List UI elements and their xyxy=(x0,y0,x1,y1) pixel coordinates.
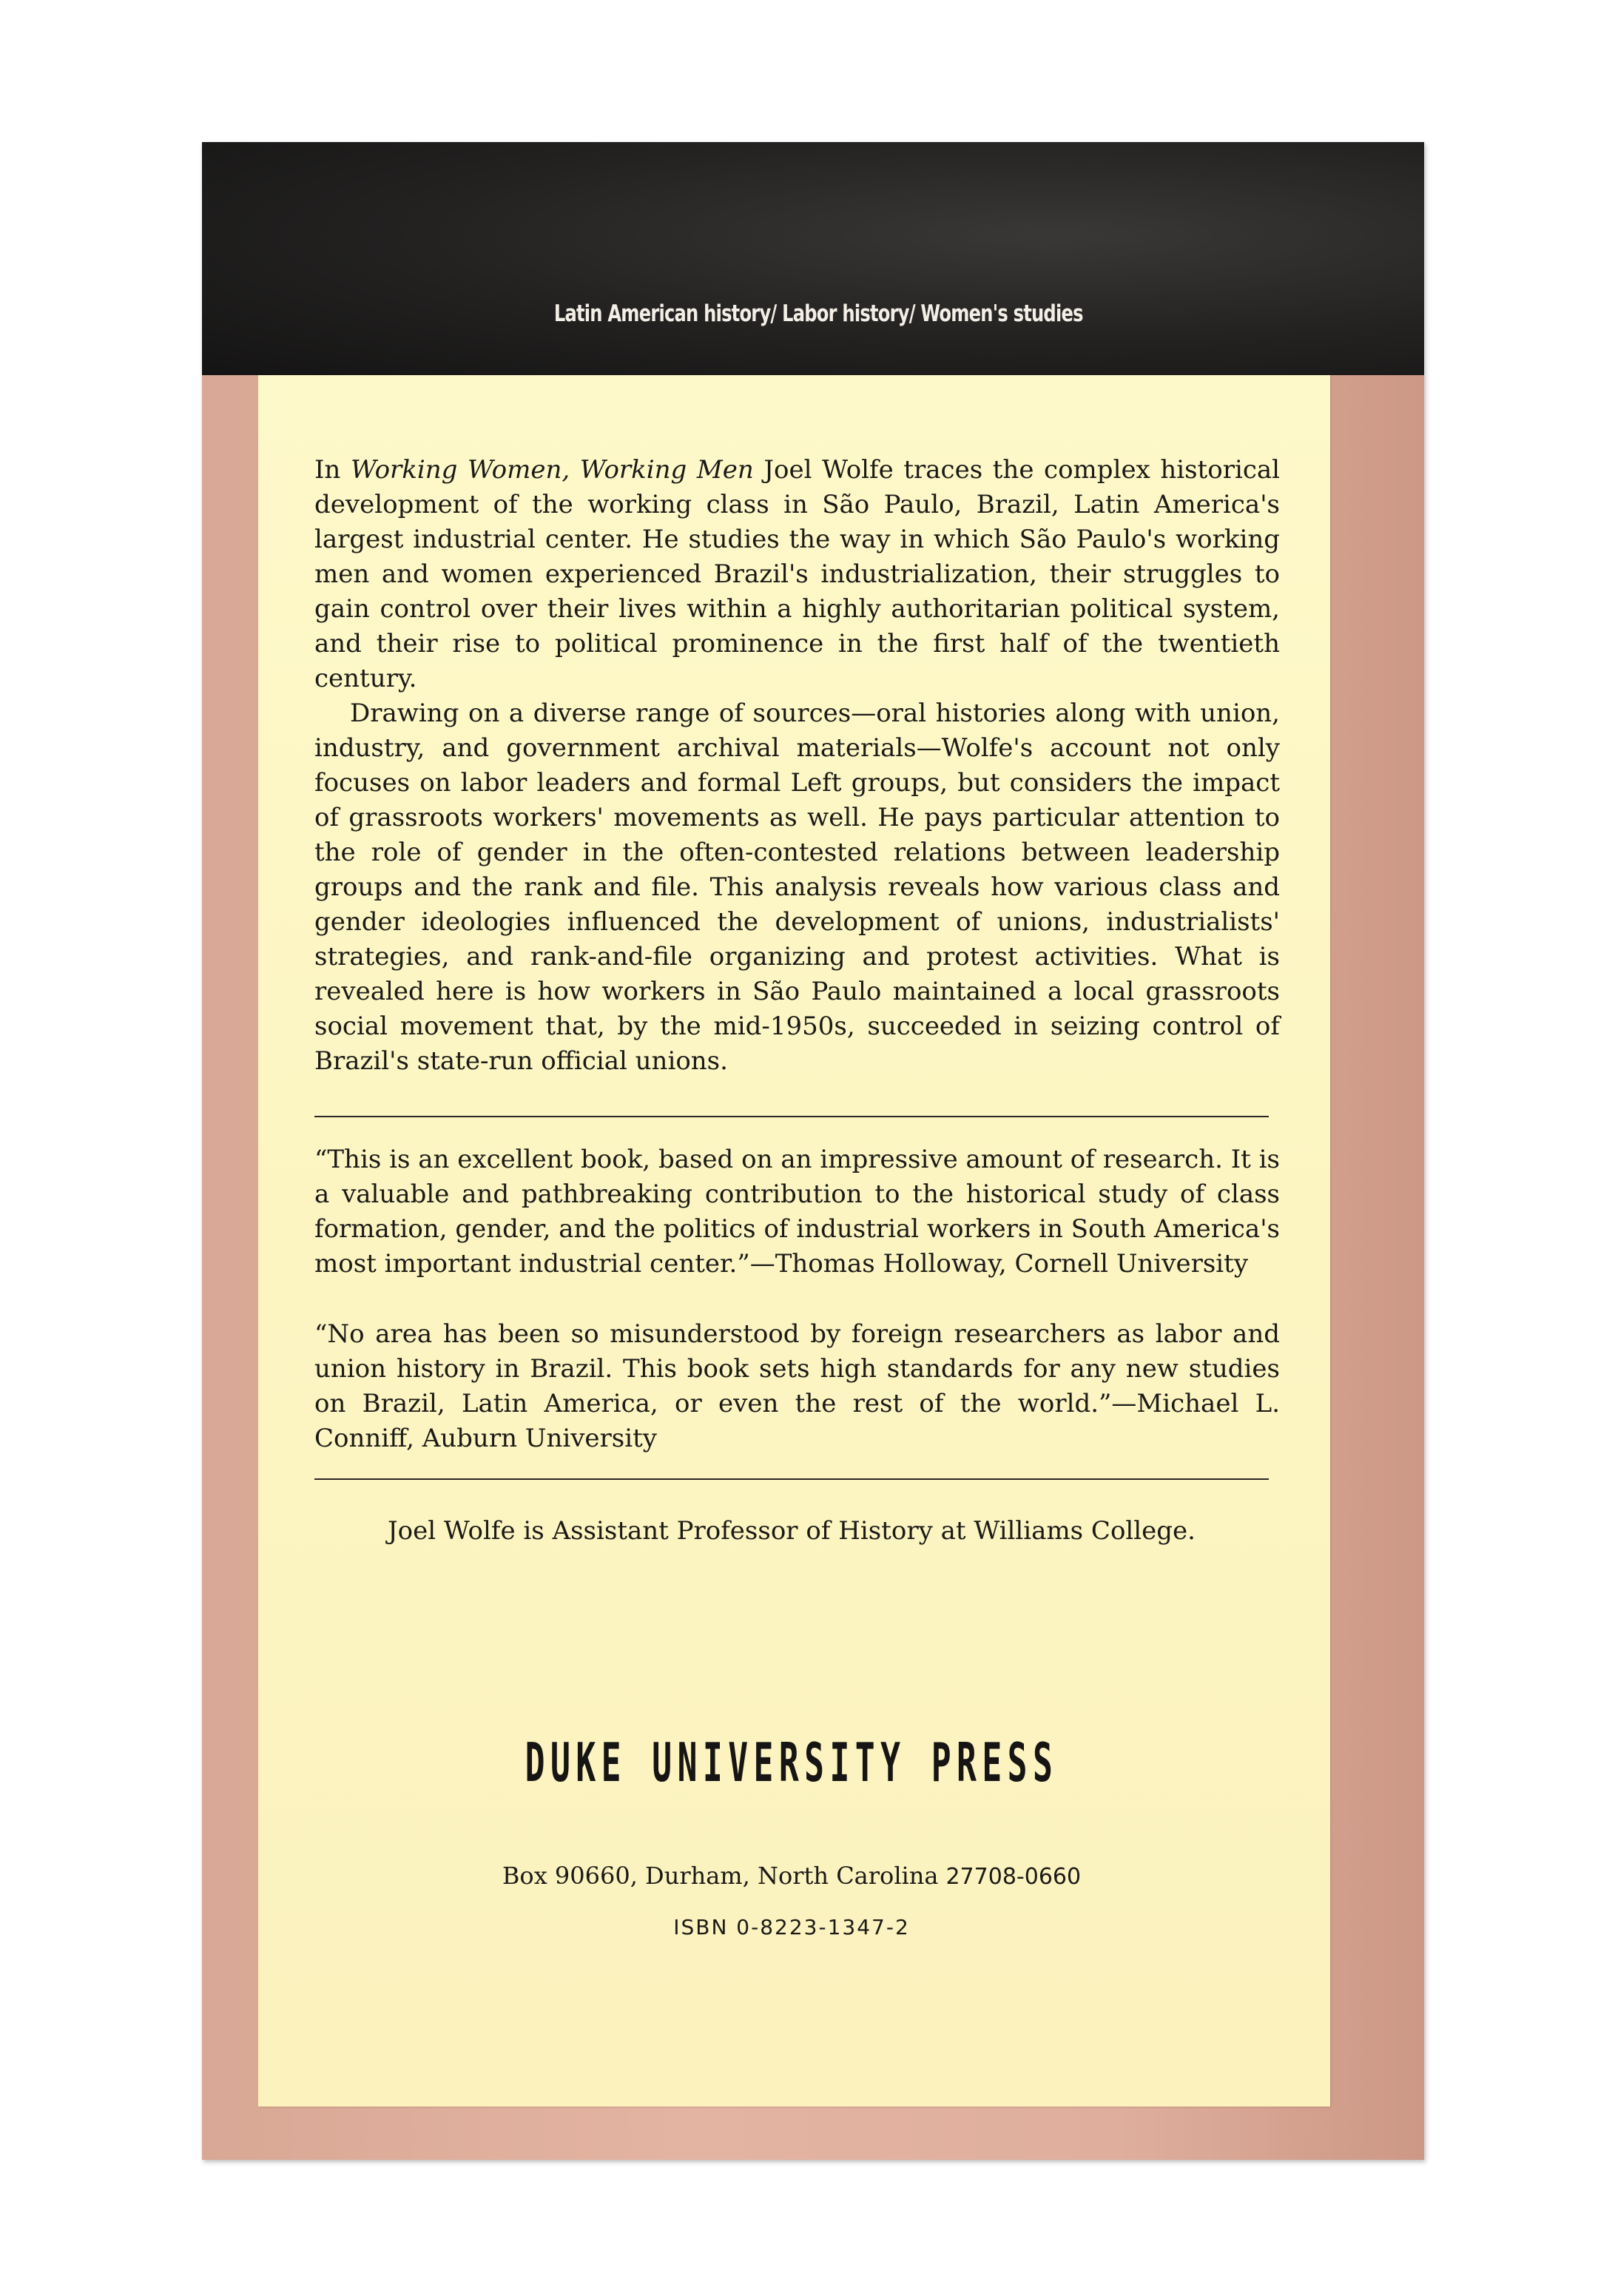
review-blurbs xyxy=(314,1142,1280,1456)
review-blurb-conniff: “No area has been so misunderstood by foreign researchers as labor and union history in Brazil. This book sets high standards for any new studies on Brazil, Latin America, or even the rest of the world.”—Michael L. Conniff, Auburn University xyxy=(314,1319,1280,1453)
publisher-address xyxy=(314,1862,1269,1890)
address-line: Box 90660, Durham, North Carolina xyxy=(502,1862,939,1890)
description-paragraph-2: Drawing on a diverse range of sources—oral histories along with union, industry, and government archival materials—Wolfe's account not only focuses on labor leaders and formal Left groups, but considers the impact of grassroots workers' movements as well. He pays particular attention to the role of gender in the often-contested relations between leadership groups and the rank and file. This analysis reveals how various class and gender ideologies influenced the development of unions, industrialists' strategies, and rank-and-file organizing and protest activities. What is revealed here is how workers in São Paulo maintained a local grassroots social movement that, by the mid-1950s, succeeded in seizing control of Brazil's state-run official unions. xyxy=(314,698,1280,1076)
back-cover-text xyxy=(314,453,1280,1549)
description-intro-word: In xyxy=(314,455,341,485)
book-description xyxy=(314,453,1280,1079)
description-paragraph-1-text: Joel Wolfe traces the complex historical development of the working class in São Paulo, Brazil, Latin America's largest industrial center. He studies the way in which São Paulo's working men and women experienced Brazil's industrialization, their struggles to gain control over their lives within a highly authoritarian political system, and their rise to political prominence in the first half of the twentieth century. xyxy=(314,455,1281,693)
top-black-band xyxy=(202,142,1424,375)
divider-line-2 xyxy=(314,1478,1269,1480)
divider-line-1 xyxy=(314,1116,1269,1117)
subject-categories: Latin American history/ Labor history/ Women's studies xyxy=(553,300,1083,327)
zip-code: 27708-0660 xyxy=(945,1864,1082,1890)
description-paragraph-1 xyxy=(314,453,1280,696)
isbn-number: ISBN 0-8223-1347-2 xyxy=(673,1915,910,1939)
publisher-logo-text: DUKE UNIVERSITY PRESS xyxy=(525,1731,1059,1794)
review-blurb-holloway: “This is an excellent book, based on an impressive amount of research. It is a valuable and pathbreaking contribution to the historical study of class formation, gender, and the politics of industrial workers in South America's most important industrial center.”—Thomas Holloway, Cornell University xyxy=(314,1145,1280,1279)
book-title-italic: Working Women, Working Men xyxy=(350,455,754,485)
author-bio: Joel Wolfe is Assistant Professor of History at Williams College. xyxy=(388,1516,1196,1546)
